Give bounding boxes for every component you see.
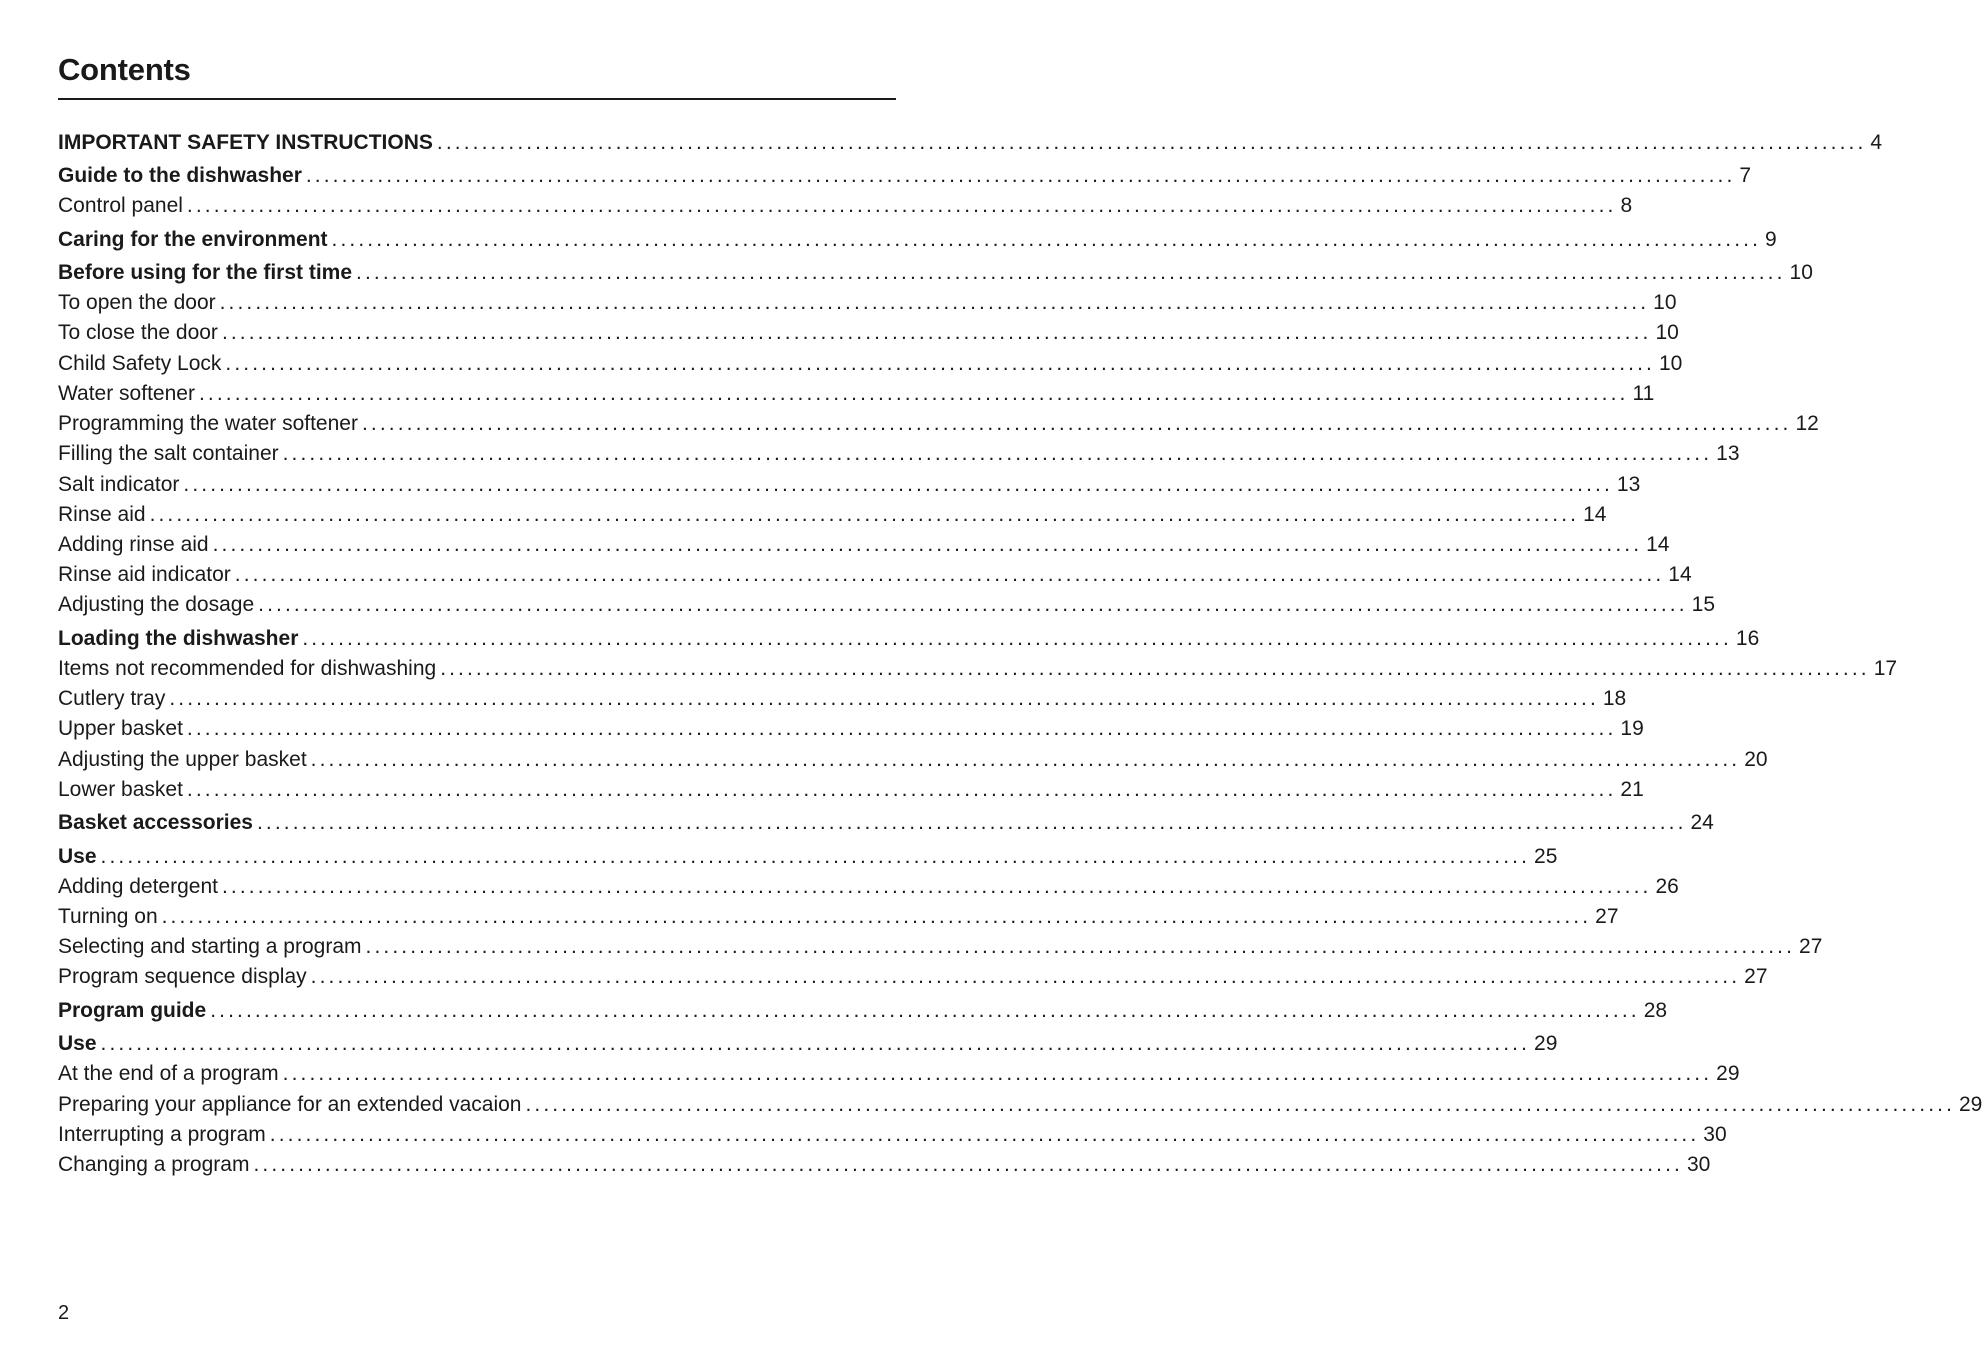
toc-entry-page: 12 — [1795, 412, 1819, 435]
toc-entry[interactable] — [58, 994, 1668, 1024]
toc-dot-leader: ................................................................................................................................................................ — [219, 291, 1650, 314]
toc-entry-label: Adjusting the upper basket — [58, 748, 307, 771]
toc-entry-label: Program sequence display — [58, 965, 307, 988]
toc-entry-label: Upper basket — [58, 717, 183, 740]
toc-entry-page: 17 — [1873, 657, 1898, 680]
toc-entry-label: Items not recommended for dishwashing — [58, 657, 437, 680]
toc-entry[interactable] — [58, 1088, 1982, 1118]
toc-dot-leader: ................................................................................................................................................................ — [221, 321, 1652, 344]
toc-entry-page: 29 — [1716, 1062, 1740, 1085]
toc-dot-leader: ................................................................................................................................................................ — [100, 1032, 1531, 1055]
toc-entry-label: Interrupting a program — [58, 1123, 266, 1146]
toc-entry-label: At the end of a program — [58, 1062, 279, 1085]
toc-dot-leader: ................................................................................................................................................................ — [198, 382, 1629, 405]
toc-dot-leader: ................................................................................................................................................................ — [100, 845, 1531, 868]
toc-entry-label: To close the door — [58, 321, 218, 344]
toc-dot-leader: ................................................................................................................................................................ — [436, 131, 1867, 154]
toc-entry-label: Filling the salt container — [58, 442, 279, 465]
toc-entry[interactable] — [58, 870, 1679, 900]
toc-entry[interactable] — [58, 377, 1655, 407]
page-title: Contents — [58, 52, 191, 87]
toc-entry[interactable] — [58, 189, 1633, 219]
toc-entry[interactable] — [58, 498, 1607, 528]
toc-entry-label: Programming the water softener — [58, 412, 358, 435]
toc-entry-page: 27 — [1744, 965, 1768, 988]
toc-entry-label: Turning on — [58, 905, 158, 928]
toc-entry-label: Program guide — [58, 999, 207, 1022]
toc-entry-page: 13 — [1716, 442, 1740, 465]
toc-entry-page: 11 — [1632, 382, 1655, 405]
toc-entry-page: 8 — [1620, 194, 1633, 217]
toc-dot-leader: ................................................................................................................................................................ — [356, 261, 1786, 284]
toc-entry[interactable] — [58, 558, 1692, 588]
toc-entry[interactable] — [58, 256, 1813, 286]
toc-entry-page: 30 — [1703, 1123, 1727, 1146]
toc-entry-page: 10 — [1653, 291, 1677, 314]
toc-entry-page: 25 — [1534, 845, 1558, 868]
toc-entry[interactable] — [58, 588, 1716, 618]
toc-entry[interactable] — [58, 223, 1777, 253]
toc-entry[interactable] — [58, 1057, 1740, 1087]
toc-entry[interactable] — [58, 1148, 1711, 1178]
toc-entry-page: 14 — [1583, 503, 1607, 526]
toc-entry-page: 7 — [1739, 164, 1752, 187]
toc-entry-page: 28 — [1643, 999, 1668, 1022]
toc-entry-page: 13 — [1616, 473, 1641, 496]
toc-entry[interactable] — [58, 682, 1627, 712]
toc-entry-page: 20 — [1744, 748, 1768, 771]
toc-dot-leader: ................................................................................................................................................................ — [361, 412, 1792, 435]
toc-entry[interactable] — [58, 960, 1768, 990]
toc-entry-label: Preparing your appliance for an extended vacaion — [58, 1093, 522, 1116]
toc-dot-leader: ................................................................................................................................................................ — [302, 627, 1732, 650]
toc-entry-page: 27 — [1799, 935, 1823, 958]
toc-dot-leader: ................................................................................................................................................................ — [149, 503, 1580, 526]
toc-entry-page: 27 — [1595, 905, 1619, 928]
toc-dot-leader: ................................................................................................................................................................ — [282, 442, 1713, 465]
toc-entry[interactable] — [58, 930, 1823, 960]
toc-entry[interactable] — [58, 900, 1619, 930]
toc-entry-label: Basket accessories — [58, 811, 253, 834]
toc-entry-label: Salt indicator — [58, 473, 180, 496]
toc-entry-page: 15 — [1691, 593, 1716, 616]
toc-dot-leader: ................................................................................................................................................................ — [186, 778, 1617, 801]
toc-dot-leader: ................................................................................................................................................................ — [305, 164, 1736, 187]
toc-dot-leader: ................................................................................................................................................................ — [258, 593, 1688, 616]
toc-dot-leader: ................................................................................................................................................................ — [161, 905, 1592, 928]
toc-dot-leader: ................................................................................................................................................................ — [365, 935, 1796, 958]
toc-entry-label: Loading the dishwasher — [58, 627, 299, 650]
toc-dot-leader: ................................................................................................................................................................ — [310, 965, 1741, 988]
toc-entry-label: To open the door — [58, 291, 216, 314]
toc-entry-page: 4 — [1870, 131, 1883, 154]
toc-entry-page: 26 — [1655, 875, 1679, 898]
toc-dot-leader: ................................................................................................................................................................ — [310, 748, 1741, 771]
toc-entry-page: 14 — [1646, 533, 1670, 556]
toc-entry-label: Caring for the environment — [58, 228, 328, 251]
page-number: 2 — [58, 1302, 70, 1324]
toc-dot-leader: ................................................................................................................................................................ — [282, 1062, 1713, 1085]
toc-entry-page: 29 — [1534, 1032, 1558, 1055]
toc-dot-leader: ................................................................................................................................................................ — [234, 563, 1665, 586]
toc-entry-page: 16 — [1735, 627, 1760, 650]
toc-entry-page: 10 — [1789, 261, 1813, 284]
toc-entry[interactable] — [58, 437, 1740, 467]
toc-entry[interactable] — [58, 528, 1670, 558]
toc-entry[interactable] — [58, 1027, 1558, 1057]
toc-entry-label: IMPORTANT SAFETY INSTRUCTIONS — [58, 131, 433, 154]
toc-entry-label: Guide to the dishwasher — [58, 164, 302, 187]
toc-entry-label: Changing a program — [58, 1153, 250, 1176]
toc-entry[interactable] — [58, 806, 1714, 836]
toc-entry-label: Selecting and starting a program — [58, 935, 362, 958]
toc-entry-label: Use — [58, 1032, 97, 1055]
toc-dot-leader: ................................................................................................................................................................ — [186, 717, 1617, 740]
toc-entry[interactable] — [58, 1118, 1727, 1148]
toc-dot-leader: ................................................................................................................................................................ — [256, 811, 1687, 834]
toc-entry-page: 30 — [1686, 1153, 1711, 1176]
toc-entry[interactable] — [58, 743, 1768, 773]
toc-entry-label: Adding detergent — [58, 875, 218, 898]
toc-dot-leader: ................................................................................................................................................................ — [169, 687, 1599, 710]
toc-entry[interactable] — [58, 286, 1677, 316]
title-divider — [58, 98, 896, 100]
toc-entry-page: 10 — [1658, 352, 1683, 375]
toc-entry[interactable] — [58, 126, 1883, 156]
toc-entry-label: Control panel — [58, 194, 183, 217]
toc-entry[interactable] — [58, 622, 1760, 652]
toc-entry-label: Adding rinse aid — [58, 533, 209, 556]
toc-dot-leader: ................................................................................................................................................................ — [525, 1093, 1955, 1116]
toc-entry-page: 10 — [1655, 321, 1679, 344]
toc-dot-leader: ................................................................................................................................................................ — [269, 1123, 1700, 1146]
toc-entry-label: Before using for the first time — [58, 261, 353, 284]
toc-entry[interactable] — [58, 840, 1558, 870]
toc-entry-page: 21 — [1620, 778, 1644, 801]
toc-entry-label: Use — [58, 845, 97, 868]
toc-dot-leader: ................................................................................................................................................................ — [253, 1153, 1683, 1176]
toc-entry[interactable] — [58, 468, 1641, 498]
toc-entry-page: 24 — [1690, 811, 1714, 834]
toc-entry[interactable] — [58, 347, 1683, 377]
toc-entry-label: Rinse aid indicator — [58, 563, 231, 586]
toc-entry[interactable] — [58, 316, 1679, 346]
toc-entry[interactable] — [58, 652, 1898, 682]
toc-dot-leader: ................................................................................................................................................................ — [221, 875, 1652, 898]
toc-dot-leader: ................................................................................................................................................................ — [210, 999, 1640, 1022]
toc-dot-leader: ................................................................................................................................................................ — [440, 657, 1870, 680]
toc-entry[interactable] — [58, 159, 1752, 189]
toc-entry[interactable] — [58, 407, 1819, 437]
toc-dot-leader: ................................................................................................................................................................ — [331, 228, 1762, 251]
toc-entry[interactable] — [58, 712, 1644, 742]
toc-entry-page: 19 — [1620, 717, 1644, 740]
toc-dot-leader: ................................................................................................................................................................ — [186, 194, 1617, 217]
toc-entry-label: Rinse aid — [58, 503, 146, 526]
toc-entry-label: Lower basket — [58, 778, 183, 801]
toc-dot-leader: ................................................................................................................................................................ — [212, 533, 1643, 556]
toc-entry-label: Cutlery tray — [58, 687, 166, 710]
toc-entry-label: Water softener — [58, 382, 195, 405]
toc-entry-label: Adjusting the dosage — [58, 593, 255, 616]
toc-entry-page: 18 — [1602, 687, 1627, 710]
toc-entry-page: 29 — [1959, 1093, 1982, 1116]
toc-entry[interactable] — [58, 773, 1644, 803]
toc-entry-page: 9 — [1765, 228, 1777, 251]
toc-dot-leader: ................................................................................................................................................................ — [183, 473, 1613, 496]
toc-dot-leader: ................................................................................................................................................................ — [225, 352, 1655, 375]
toc-entry-label: Child Safety Lock — [58, 352, 222, 375]
toc-entry-page: 14 — [1668, 563, 1692, 586]
